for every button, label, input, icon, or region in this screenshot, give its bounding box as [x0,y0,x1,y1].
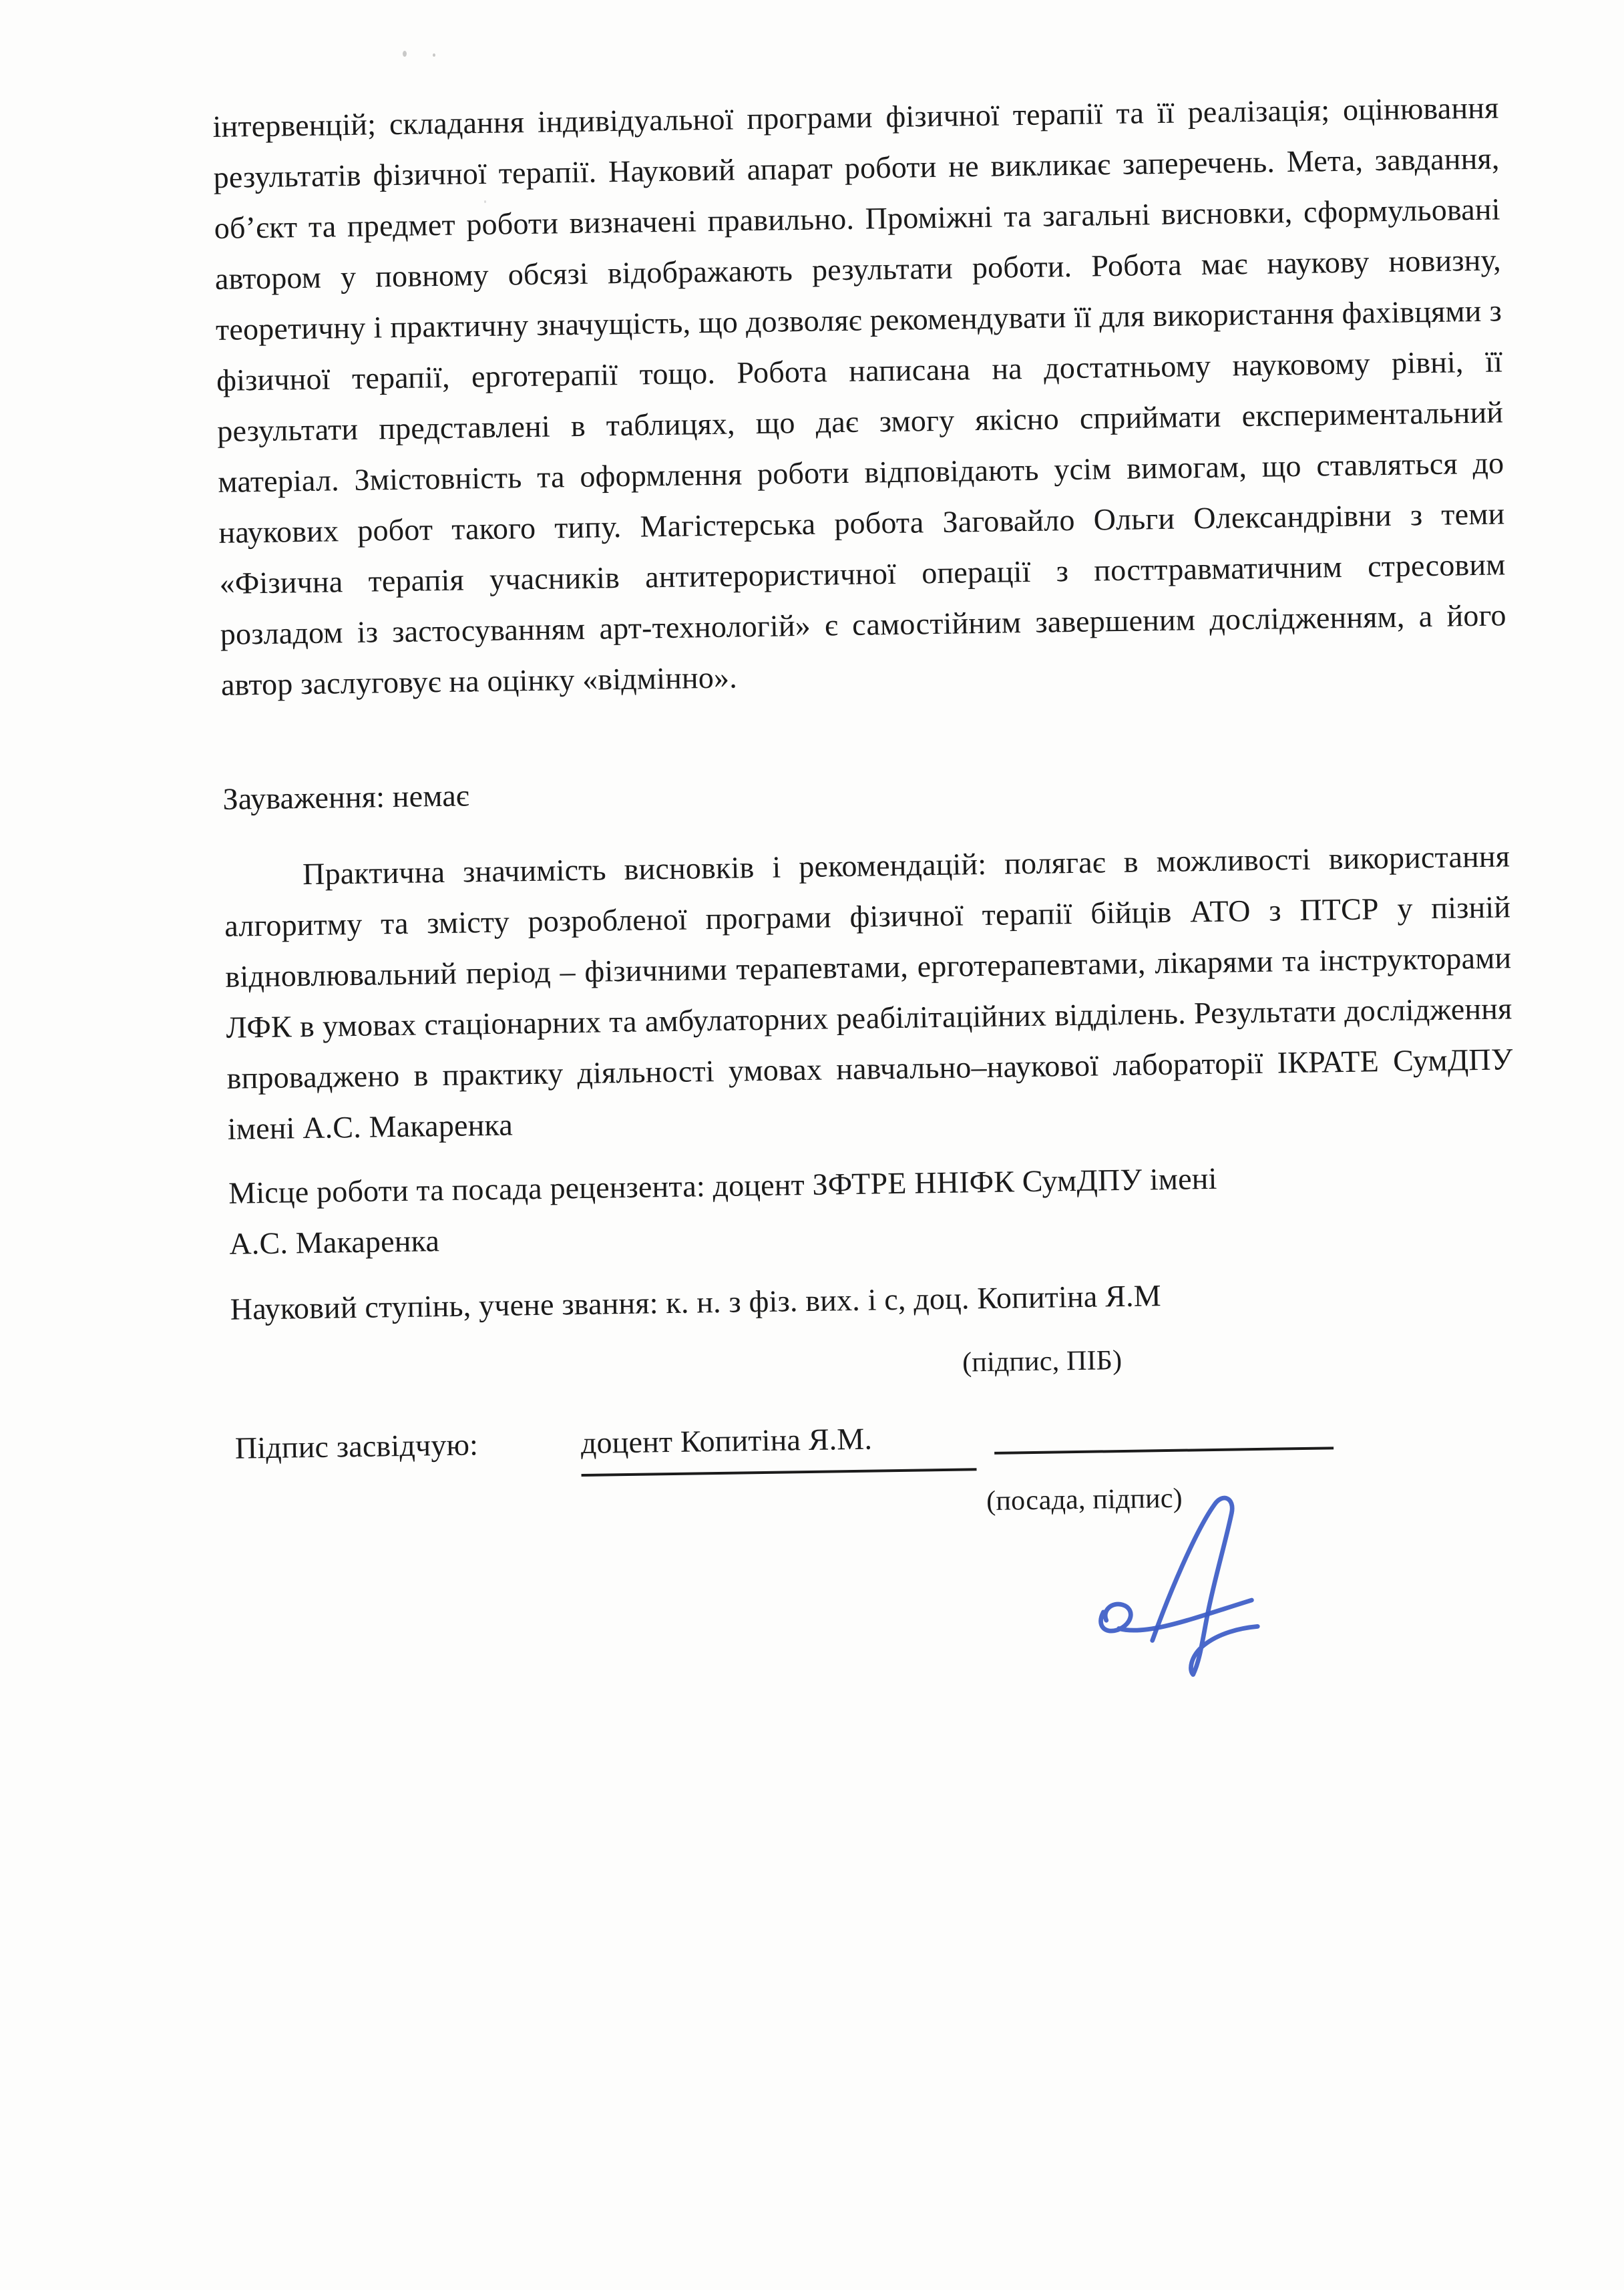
workplace-line-2: А.С. Макаренка [228,1223,440,1261]
certify-row [232,1404,1518,1477]
scan-speck [433,53,435,57]
remarks-line: Зауваження: немає [222,778,470,816]
workplace-line-1: Місце роботи та посада рецензента: доцент ЗФТРЕ ННІФК СумДПУ імені [228,1161,1217,1210]
scan-speck [403,51,407,57]
practical-significance-paragraph: Практична значимість висновків і рекомендацій: полягає в можливості використання алгоритму та змісту розробленої програми фізичної терапії бійців АТО з ПТСР у пізній відновлювальний період – фізичними терапевтами, ерготерапевтами, лікарями та інструкторами ЛФК в умовах стаціонарних та амбулаторних реабілітаційних відділень. Результати дослідження впроваджено в практику діяльності умовах навчально–наукової лабораторії ІКРАТЕ СумДПУ імені А.С. Макаренка [224,839,1513,1146]
document-text-block [212,82,1520,1531]
position-signature-caption: (посада, підпис) [986,1483,1183,1517]
certify-name: доцент Копитіна Я.М. [580,1412,976,1477]
degree-line: Науковий ступінь, учене звання: к. н. з фіз. вих. і с, доц. Копитіна Я.М [230,1278,1162,1326]
reviewer-workplace [228,1149,1516,1270]
certify-label: Підпис засвідчую: [234,1427,479,1465]
signature-blank-line [994,1406,1334,1455]
signature-name-caption: (підпис, ПІБ) [962,1345,1123,1378]
review-body-paragraph: інтервенцій; складання індивідуальної програми фізичної терапії та її реалізація; оцінювання результатів фізичної терапії. Науковий апарат роботи не викликає заперечень. Мета, завдання, об’єкт та предмет роботи визначені правильно. Проміжні та загальні висновки, сформульовані автором у повному обсязі відображають результати роботи. Робота має наукову новизну, теоретичну і практичну значущість, що дозволяє рекомендувати її для використання фахівцями з фізичної терапії, ерготерапії тощо. Робота написана на достатньому науковому рівні, її результати представлені в таблицях, що дає змогу якісно сприймати експериментальний матеріал. Змістовність та оформлення роботи відповідають усім вимогам, що ставляться до наукових робот такого типу. Магістерська робота Заговайло Ольги Олександрівни з теми «Фізична терапія учасників антитерористичної операції з посттравматичним стресовим розладом із застосуванням арт-технологій» є самостійним завершеним дослідженням, а його автор заслуговує на оцінку «відмінно». [212,90,1506,702]
